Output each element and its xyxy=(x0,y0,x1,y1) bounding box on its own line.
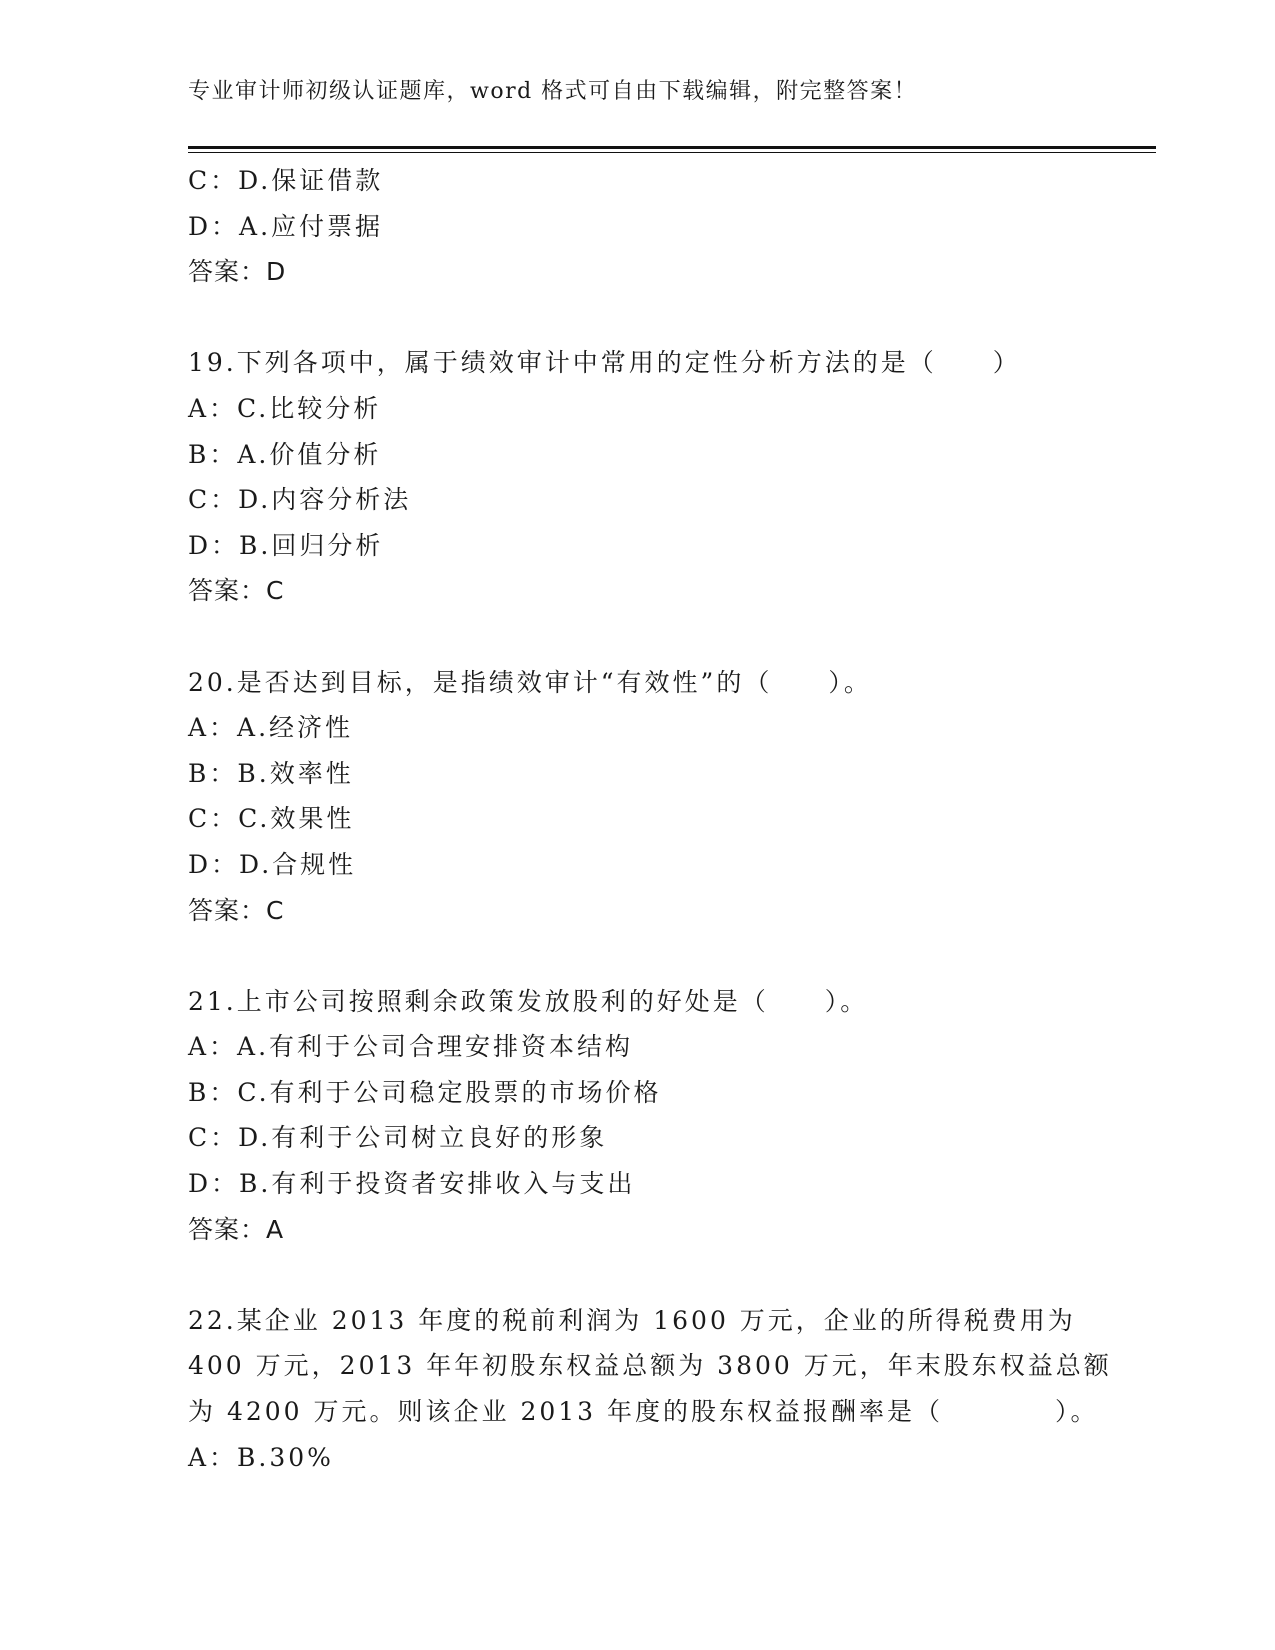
option-line: B：A.价值分析 xyxy=(188,439,382,469)
question-stem: 400 万元，2013 年年初股东权益总额为 3800 万元，年末股东权益总额 xyxy=(188,1351,1112,1381)
header-rule-thin xyxy=(188,152,1156,153)
question-21 xyxy=(188,979,1088,1253)
question-stem: 为 4200 万元。则该企业 2013 年度的股东权益报酬率是（ ）。 xyxy=(188,1397,1099,1427)
question-stem: 20.是否达到目标，是指绩效审计“有效性”的（ ）。 xyxy=(188,667,872,697)
question-22 xyxy=(188,1298,1112,1480)
spacer xyxy=(188,614,1088,660)
answer-line: 答案：A xyxy=(188,1214,285,1244)
option-line: A：C.比较分析 xyxy=(188,393,382,423)
question-stem: 19.下列各项中，属于绩效审计中常用的定性分析方法的是（ ） xyxy=(188,348,1021,378)
question-stem: 22.某企业 2013 年度的税前利润为 1600 万元，企业的所得税费用为 xyxy=(188,1305,1076,1335)
answer-line: 答案：C xyxy=(188,895,285,925)
option-line: C：D.保证借款 xyxy=(188,166,384,195)
question-19 xyxy=(188,340,1088,614)
spacer xyxy=(188,1252,1088,1298)
option-line: A：A.经济性 xyxy=(188,713,354,743)
option-line: D：B.有利于投资者安排收入与支出 xyxy=(188,1169,636,1199)
page-header: 专业审计师初级认证题库，word 格式可自由下载编辑，附完整答案！ xyxy=(188,79,918,104)
document-body xyxy=(188,158,1112,1480)
option-line: C：D.内容分析法 xyxy=(188,485,412,515)
question-stem: 21.上市公司按照剩余政策发放股利的好处是（ ）。 xyxy=(188,986,869,1016)
spacer xyxy=(188,933,1088,979)
option-line: A：A.有利于公司合理安排资本结构 xyxy=(188,1032,634,1062)
answer-line: 答案：C xyxy=(188,576,285,606)
option-line: C：C.效果性 xyxy=(188,804,355,834)
option-line: D：D.合规性 xyxy=(188,849,357,879)
previous-question-tail xyxy=(188,158,1088,295)
spacer xyxy=(188,295,1088,341)
option-line: A：B.30% xyxy=(188,1442,334,1472)
option-line: C：D.有利于公司树立良好的形象 xyxy=(188,1123,608,1153)
option-line: D：B.回归分析 xyxy=(188,530,384,560)
option-line: B：B.效率性 xyxy=(188,758,354,788)
answer-line: 答案：D xyxy=(188,257,287,287)
option-line: D：A.应付票据 xyxy=(188,211,384,241)
header-rule-thick xyxy=(188,146,1156,149)
question-20 xyxy=(188,660,1088,934)
option-line: B：C.有利于公司稳定股票的市场价格 xyxy=(188,1077,662,1107)
